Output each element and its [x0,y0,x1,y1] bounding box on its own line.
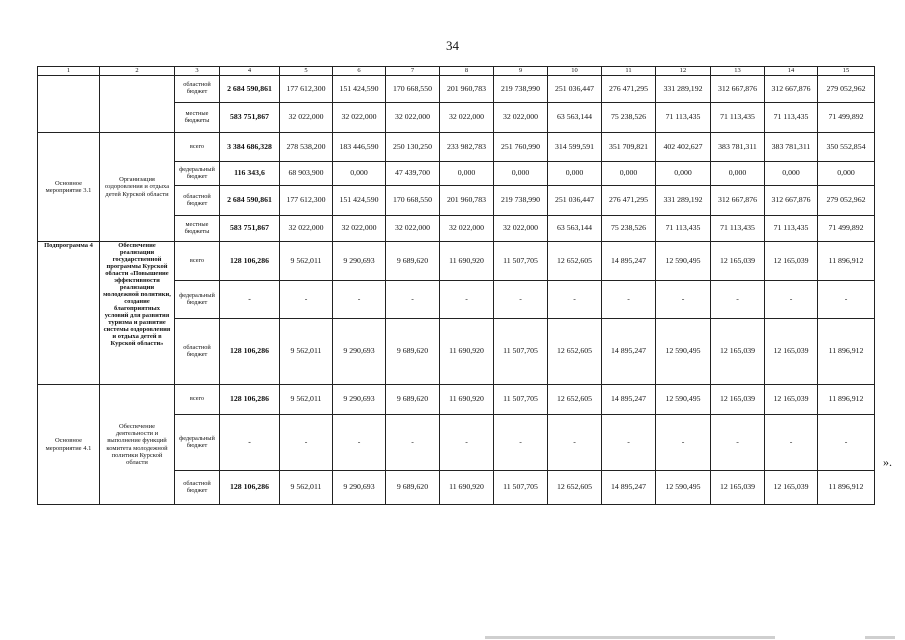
year-amount-cell: 9 290,693 [333,242,386,281]
total-amount-cell: 128 106,286 [220,319,280,385]
year-amount-cell: 32 022,000 [280,103,333,133]
funding-source-cell: областной бюджет [175,76,220,103]
year-amount-cell: 71 113,435 [656,216,711,242]
page-number: 34 [446,38,459,53]
column-number: 13 [711,67,765,76]
year-amount-cell: 219 738,990 [494,76,548,103]
year-amount-cell: 12 165,039 [711,319,765,385]
year-amount-cell: - [280,415,333,471]
year-amount-cell: 63 563,144 [548,103,602,133]
funding-source-cell: местные бюджеты [175,103,220,133]
column-number: 9 [494,67,548,76]
funding-source-cell: федеральный бюджет [175,415,220,471]
year-amount-cell: 32 022,000 [494,216,548,242]
year-amount-cell: - [494,281,548,319]
year-amount-cell: 32 022,000 [333,216,386,242]
year-amount-cell: 9 562,011 [280,471,333,505]
year-amount-cell: 75 238,526 [602,216,656,242]
column-number: 11 [602,67,656,76]
program-description-cell: Организация оздоровления и отдыха детей Курской области [100,133,175,242]
year-amount-cell: 11 507,705 [494,242,548,281]
year-amount-cell: - [765,415,818,471]
program-name-cell [38,76,100,133]
year-amount-cell: 9 290,693 [333,319,386,385]
year-amount-cell: 71 113,435 [765,216,818,242]
year-amount-cell: 201 960,783 [440,76,494,103]
funding-source-cell: областной бюджет [175,319,220,385]
year-amount-cell: - [602,281,656,319]
year-amount-cell: 11 690,920 [440,471,494,505]
year-amount-cell: 71 113,435 [711,216,765,242]
year-amount-cell: - [440,281,494,319]
year-amount-cell: 383 781,311 [765,133,818,162]
total-amount-cell: 2 684 590,861 [220,76,280,103]
year-amount-cell: 12 652,605 [548,385,602,415]
year-amount-cell: 32 022,000 [440,103,494,133]
funding-source-cell: местные бюджеты [175,216,220,242]
year-amount-cell: 32 022,000 [333,103,386,133]
year-amount-cell: - [386,415,440,471]
year-amount-cell: 11 690,920 [440,242,494,281]
year-amount-cell: 312 667,876 [765,186,818,216]
year-amount-cell: 312 667,876 [765,76,818,103]
year-amount-cell: 32 022,000 [386,216,440,242]
year-amount-cell: 12 590,495 [656,319,711,385]
year-amount-cell: 250 130,250 [386,133,440,162]
year-amount-cell: 276 471,295 [602,186,656,216]
year-amount-cell: - [602,415,656,471]
total-amount-cell: 2 684 590,861 [220,186,280,216]
year-amount-cell: 0,000 [656,162,711,186]
year-amount-cell: 12 590,495 [656,385,711,415]
year-amount-cell: 0,000 [548,162,602,186]
year-amount-cell: 177 612,300 [280,76,333,103]
year-amount-cell: 12 165,039 [765,471,818,505]
year-amount-cell: 233 982,783 [440,133,494,162]
year-amount-cell: - [711,281,765,319]
year-amount-cell: 251 036,447 [548,76,602,103]
year-amount-cell: 402 402,627 [656,133,711,162]
year-amount-cell: 312 667,876 [711,76,765,103]
year-amount-cell: - [765,281,818,319]
year-amount-cell: 11 507,705 [494,319,548,385]
year-amount-cell: 32 022,000 [280,216,333,242]
year-amount-cell: - [656,281,711,319]
year-amount-cell: 9 689,620 [386,319,440,385]
year-amount-cell: 0,000 [818,162,875,186]
year-amount-cell: 71 113,435 [711,103,765,133]
year-amount-cell: 11 896,912 [818,319,875,385]
year-amount-cell: 32 022,000 [386,103,440,133]
year-amount-cell: - [818,281,875,319]
year-amount-cell: - [548,415,602,471]
year-amount-cell: 0,000 [440,162,494,186]
year-amount-cell: 251 760,990 [494,133,548,162]
table-row [38,242,875,281]
year-amount-cell: 12 590,495 [656,471,711,505]
year-amount-cell: 47 439,700 [386,162,440,186]
year-amount-cell: 12 165,039 [765,319,818,385]
table-body [38,76,875,505]
table-row [38,385,875,415]
funding-source-cell: всего [175,385,220,415]
year-amount-cell: 12 165,039 [711,385,765,415]
year-amount-cell: 14 895,247 [602,471,656,505]
column-number: 10 [548,67,602,76]
funding-source-cell: областной бюджет [175,471,220,505]
funding-source-cell: федеральный бюджет [175,281,220,319]
year-amount-cell: 11 896,912 [818,242,875,281]
funding-source-cell: федеральный бюджет [175,162,220,186]
year-amount-cell: - [818,415,875,471]
year-amount-cell: - [494,415,548,471]
year-amount-cell: 75 238,526 [602,103,656,133]
table-row [38,76,875,103]
year-amount-cell: 151 424,590 [333,76,386,103]
total-amount-cell: 3 384 686,328 [220,133,280,162]
year-amount-cell: 14 895,247 [602,319,656,385]
year-amount-cell: 351 709,821 [602,133,656,162]
year-amount-cell: 219 738,990 [494,186,548,216]
year-amount-cell: 11 690,920 [440,385,494,415]
year-amount-cell: 350 552,854 [818,133,875,162]
closing-quote: ». [883,455,892,469]
table-row [38,133,875,162]
scan-artifact [485,636,775,639]
column-number: 7 [386,67,440,76]
year-amount-cell: 9 290,693 [333,385,386,415]
table-header-row [38,67,875,76]
year-amount-cell: 14 895,247 [602,385,656,415]
total-amount-cell: - [220,415,280,471]
year-amount-cell: 32 022,000 [440,216,494,242]
program-description-cell: Обеспечение деятельности и выполнение функций комитета молодежной политики Курской области [100,385,175,505]
year-amount-cell: 312 667,876 [711,186,765,216]
year-amount-cell: 170 668,550 [386,76,440,103]
year-amount-cell: 68 903,900 [280,162,333,186]
year-amount-cell: 9 689,620 [386,385,440,415]
year-amount-cell: 279 052,962 [818,76,875,103]
column-number: 1 [38,67,100,76]
year-amount-cell: 71 113,435 [656,103,711,133]
budget-table [37,66,875,505]
year-amount-cell: 9 562,011 [280,385,333,415]
year-amount-cell: 71 113,435 [765,103,818,133]
scan-artifact [865,636,895,639]
total-amount-cell: 128 106,286 [220,385,280,415]
year-amount-cell: 383 781,311 [711,133,765,162]
column-number: 4 [220,67,280,76]
column-number: 6 [333,67,386,76]
year-amount-cell: 63 563,144 [548,216,602,242]
column-number: 3 [175,67,220,76]
column-number: 14 [765,67,818,76]
column-number: 12 [656,67,711,76]
total-amount-cell: 128 106,286 [220,242,280,281]
year-amount-cell: 201 960,783 [440,186,494,216]
year-amount-cell: 9 290,693 [333,471,386,505]
year-amount-cell: 0,000 [602,162,656,186]
year-amount-cell: 9 562,011 [280,319,333,385]
year-amount-cell: 14 895,247 [602,242,656,281]
column-number: 15 [818,67,875,76]
year-amount-cell: 0,000 [333,162,386,186]
program-description-cell [100,76,175,133]
year-amount-cell: 251 036,447 [548,186,602,216]
year-amount-cell: 12 652,605 [548,242,602,281]
year-amount-cell: 9 562,011 [280,242,333,281]
column-number: 2 [100,67,175,76]
year-amount-cell: - [548,281,602,319]
year-amount-cell: 9 689,620 [386,242,440,281]
year-amount-cell: 151 424,590 [333,186,386,216]
year-amount-cell: - [280,281,333,319]
year-amount-cell: 0,000 [711,162,765,186]
year-amount-cell: 331 289,192 [656,76,711,103]
year-amount-cell: 12 165,039 [765,385,818,415]
year-amount-cell: - [440,415,494,471]
year-amount-cell: 12 590,495 [656,242,711,281]
year-amount-cell: 183 446,590 [333,133,386,162]
year-amount-cell: 278 538,200 [280,133,333,162]
funding-source-cell: всего [175,133,220,162]
year-amount-cell: 11 690,920 [440,319,494,385]
year-amount-cell: 12 652,605 [548,319,602,385]
total-amount-cell: 128 106,286 [220,471,280,505]
year-amount-cell: 32 022,000 [494,103,548,133]
year-amount-cell: - [656,415,711,471]
column-number: 8 [440,67,494,76]
year-amount-cell: 9 689,620 [386,471,440,505]
funding-source-cell: областной бюджет [175,186,220,216]
year-amount-cell: 177 612,300 [280,186,333,216]
year-amount-cell: 276 471,295 [602,76,656,103]
year-amount-cell: 11 896,912 [818,471,875,505]
program-name-cell: Основное мероприятие 4.1 [38,385,100,505]
year-amount-cell: 71 499,892 [818,216,875,242]
year-amount-cell: 71 499,892 [818,103,875,133]
year-amount-cell: 314 599,591 [548,133,602,162]
year-amount-cell: 11 507,705 [494,471,548,505]
program-name-cell: Основное мероприятие 3.1 [38,133,100,242]
year-amount-cell: - [333,281,386,319]
year-amount-cell: - [711,415,765,471]
total-amount-cell: - [220,281,280,319]
funding-source-cell: всего [175,242,220,281]
total-amount-cell: 583 751,867 [220,103,280,133]
year-amount-cell: 12 652,605 [548,471,602,505]
year-amount-cell: 11 507,705 [494,385,548,415]
year-amount-cell: - [386,281,440,319]
total-amount-cell: 116 343,6 [220,162,280,186]
year-amount-cell: 0,000 [765,162,818,186]
year-amount-cell: 170 668,550 [386,186,440,216]
total-amount-cell: 583 751,867 [220,216,280,242]
year-amount-cell: 331 289,192 [656,186,711,216]
year-amount-cell: 0,000 [494,162,548,186]
program-name-cell: Подпрограмма 4 [38,242,100,385]
year-amount-cell: 12 165,039 [711,471,765,505]
program-description-cell: Обеспечение реализации государственной программы Курской области «Повышение эффективности реализации молодежной политики, создание благоприятных условий для развития туризма и развитие системы оздоровления и отдыха детей в Курской области» [100,242,175,385]
year-amount-cell: 12 165,039 [765,242,818,281]
year-amount-cell: 12 165,039 [711,242,765,281]
year-amount-cell: - [333,415,386,471]
column-number: 5 [280,67,333,76]
year-amount-cell: 279 052,962 [818,186,875,216]
year-amount-cell: 11 896,912 [818,385,875,415]
